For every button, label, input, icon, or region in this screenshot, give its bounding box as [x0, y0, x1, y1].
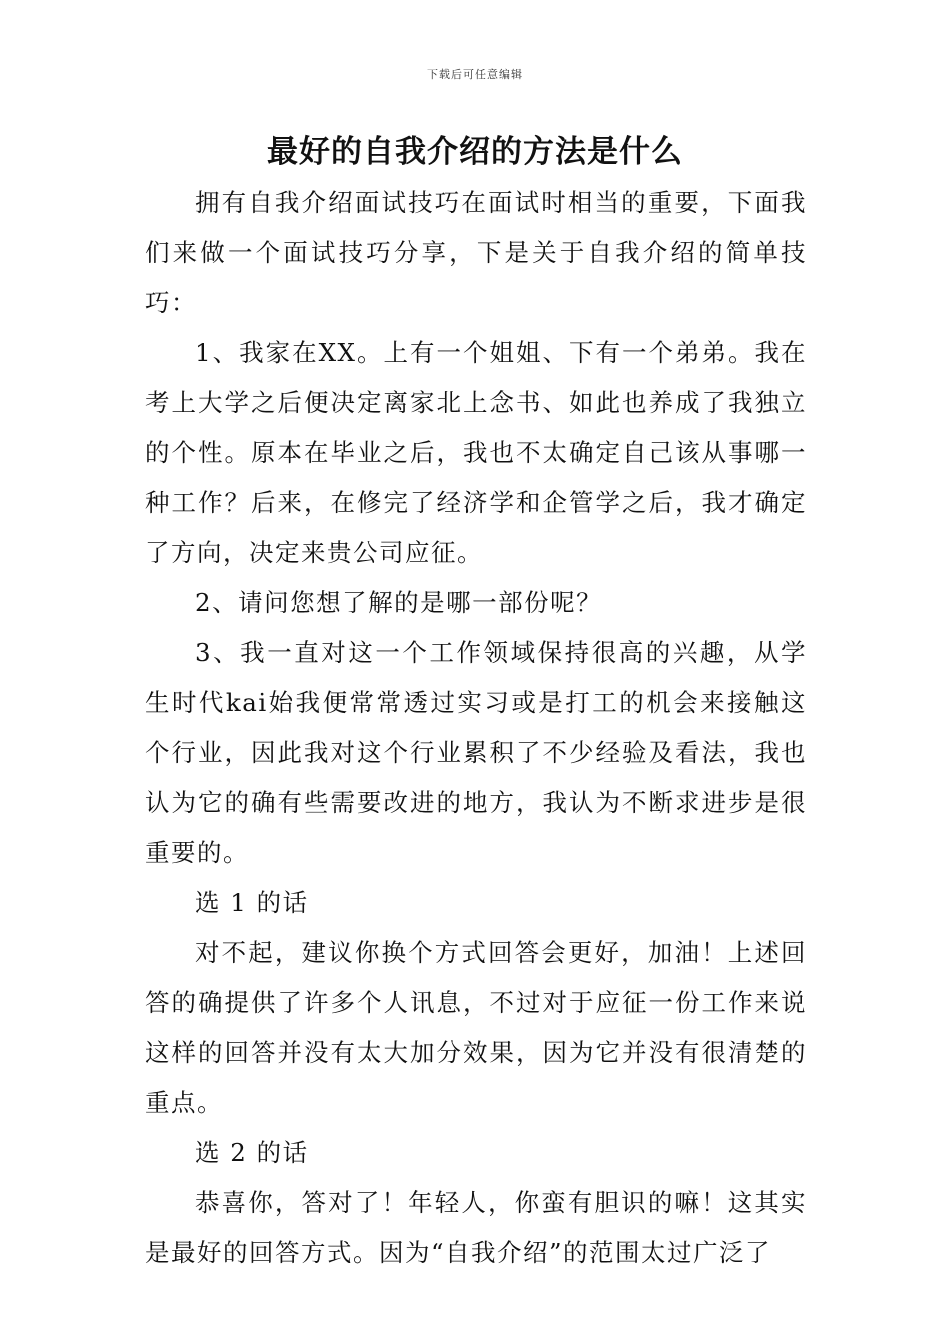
paragraph-choice-1-feedback: 对不起，建议你换个方式回答会更好，加油！上述回答的确提供了许多个人讯息，不过对于应征一份工作来说这样的回答并没有太大加分效果，因为它并没有很清楚的重点。	[145, 938, 807, 1117]
header-note: 下载后可任意编辑	[427, 68, 523, 81]
paragraph-choice-2-heading: 选 2 的话	[195, 1138, 309, 1167]
paragraph-answer-1: 1、我家在XX。上有一个姐姐、下有一个弟弟。我在考上大学之后便决定离家北上念书、如此也养成了我独立的个性。原本在毕业之后，我也不太确定自己该从事哪一种工作？后来，在修完了经济学和企管学之后，我才确定了方向，决定来贵公司应征。	[145, 338, 807, 567]
paragraph-intro: 拥有自我介绍面试技巧在面试时相当的重要，下面我们来做一个面试技巧分享，下是关于自我介绍的简单技巧：	[145, 188, 807, 317]
paragraph-answer-2: 2、请问您想了解的是哪一部份呢？	[195, 588, 603, 617]
paragraph-choice-2-feedback: 恭喜你，答对了！年轻人，你蛮有胆识的嘛！这其实是最好的回答方式。因为“自我介绍”的范围太过广泛了	[145, 1188, 807, 1267]
document-body	[145, 178, 807, 1278]
document-title: 最好的自我介绍的方法是什么	[267, 134, 683, 170]
paragraph-answer-3: 3、我一直对这一个工作领域保持很高的兴趣，从学生时代kai始我便常常透过实习或是打工的机会来接触这个行业，因此我对这个行业累积了不少经验及看法，我也认为它的确有些需要改进的地方，我认为不断求进步是很重要的。	[145, 638, 807, 867]
paragraph-choice-1-heading: 选 1 的话	[195, 888, 309, 917]
